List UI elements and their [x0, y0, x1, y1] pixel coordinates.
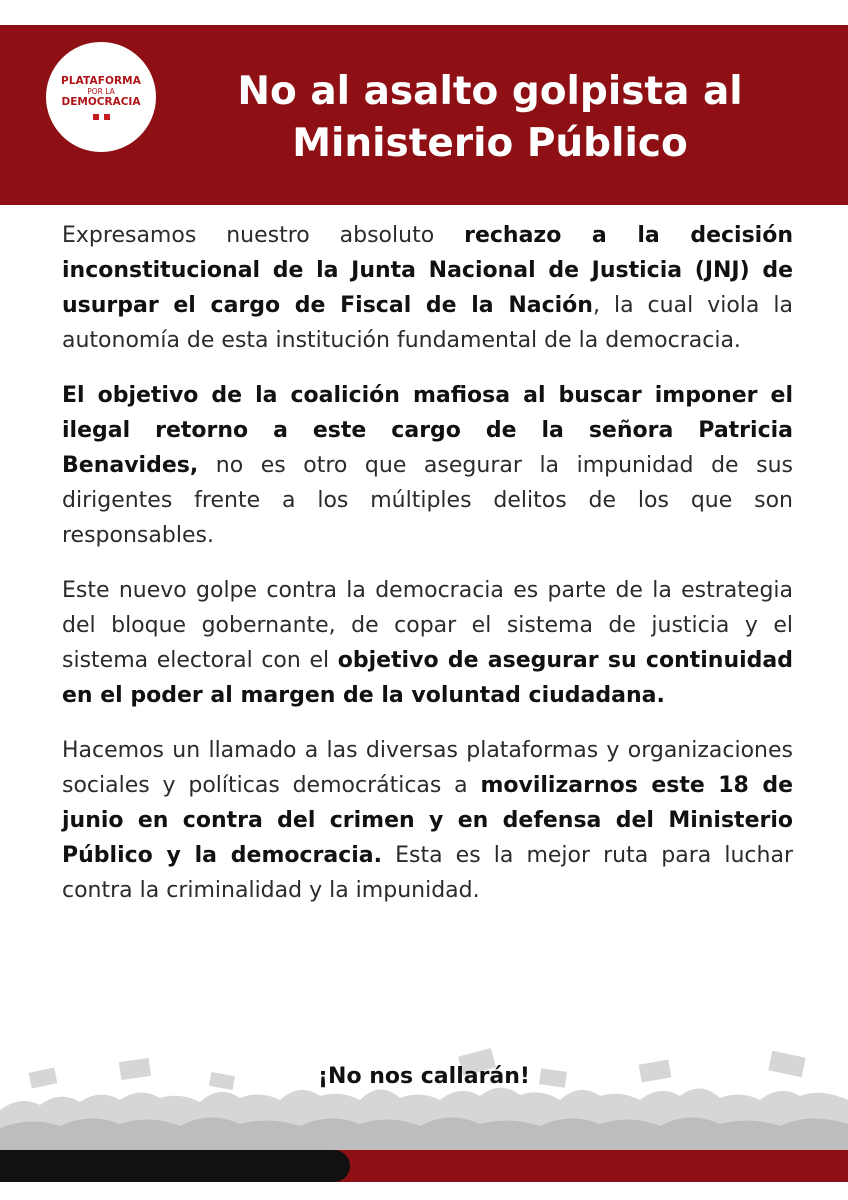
p1-text-2: , la cual viola la autonomía de esta institución fundamental de la democracia. — [62, 293, 793, 353]
page-title — [190, 66, 790, 170]
logo-line-3: DEMOCRACIA — [61, 95, 141, 108]
flag-icon — [93, 114, 110, 120]
p3-bold-1: objetivo de asegurar su continuidad en el poder al margen de la voluntad ciudadana. — [62, 648, 793, 708]
p2-bold-1: El objetivo de la coalición mafiosa al buscar imponer el ilegal retorno a este cargo de la señora Patricia Benavides, — [62, 383, 793, 478]
crowd-silhouette-illustration — [0, 1040, 848, 1152]
paragraph-3 — [62, 573, 793, 713]
paragraph-4 — [62, 733, 793, 908]
plataforma-logo — [46, 42, 156, 152]
logo-line-2: POR LA — [87, 86, 115, 96]
footer-accent — [0, 1150, 350, 1182]
title-line-2: Ministerio Público — [292, 121, 688, 166]
paragraph-2 — [62, 378, 793, 553]
paragraph-1 — [62, 218, 793, 358]
p3-text-1: Este nuevo golpe contra la democracia es parte de la estrategia del bloque gobernante, de copar el sistema de justicia y el sistema electoral con el — [62, 578, 793, 673]
p4-text-1: Hacemos un llamado a las diversas plataformas y organizaciones sociales y políticas democráticas a — [62, 738, 793, 798]
p1-text-1: Expresamos nuestro absoluto — [62, 223, 465, 248]
p4-bold-1: movilizarnos este 18 de junio en contra del crimen y en defensa del Ministerio Público y la democracia. — [62, 773, 793, 868]
title-line-1: No al asalto golpista al — [237, 69, 743, 114]
p2-text-1: no es otro que asegurar la impunidad de sus dirigentes frente a los múltiples delitos de los que son responsables. — [62, 453, 793, 548]
statement-body — [62, 218, 793, 928]
slogan: ¡No nos callarán! — [318, 1064, 530, 1089]
p4-text-2: Esta es la mejor ruta para luchar contra la criminalidad y la impunidad. — [62, 843, 793, 903]
p1-bold-1: rechazo a la decisión inconstitucional de la Junta Nacional de Justicia (JNJ) de usurpar el cargo de Fiscal de la Nación — [62, 223, 793, 318]
logo-line-1: PLATAFORMA — [61, 74, 141, 87]
